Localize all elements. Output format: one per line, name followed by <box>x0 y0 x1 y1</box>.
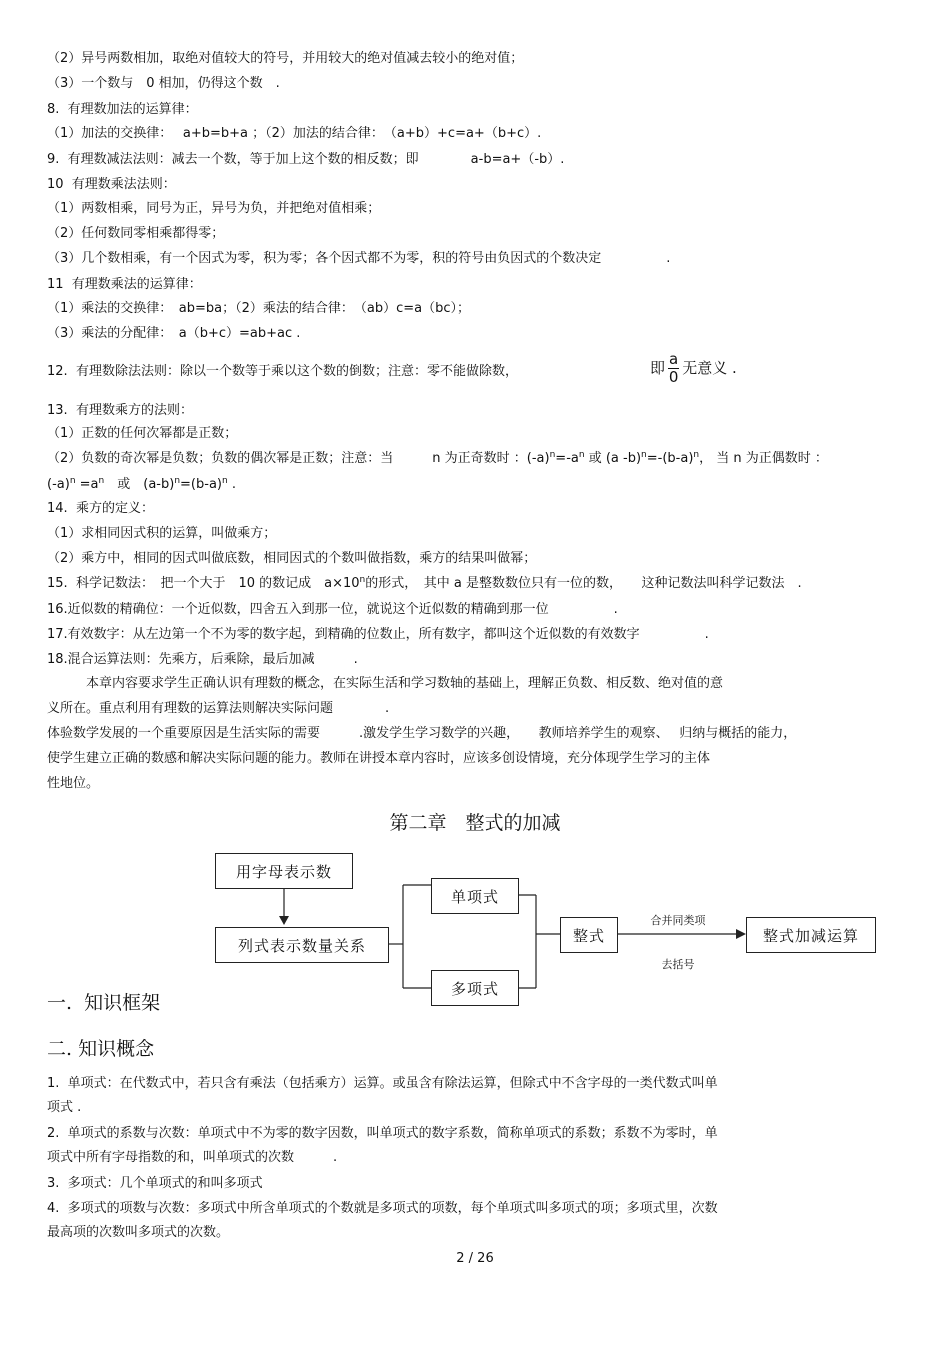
text-line: 3. 多项式：几个单项式的和叫多项式 <box>47 1176 263 1191</box>
text-line: （1）两数相乘，同号为正，异号为负，并把绝对值相乘； <box>47 201 381 216</box>
heading-knowledge-concepts: 二. 知识概念 <box>47 1038 155 1060</box>
text-line: （2）乘方中，相同的因式叫做底数，相同因式的个数叫做指数，乘方的结果叫做幂； <box>47 551 537 566</box>
fraction-suffix: 无意义 . <box>682 359 737 377</box>
heading-knowledge-framework: 一. 知识框架 <box>47 992 161 1014</box>
text-line: 最高项的次数叫多项式的次数。 <box>47 1225 230 1240</box>
box-add-subtract-operations: 整式加减运算 <box>746 917 876 953</box>
text-line-scientific-notation: 15. 科学记数法： 把一个大于 10 的数记成 $a\times 10^n$的形式， 其中 a 是整数数位只有一位的数， 这种记数法叫科学记数法 . <box>47 575 802 591</box>
box-polynomial: 多项式 <box>431 970 519 1006</box>
text-line: （2）任何数同零相乘都得零； <box>47 226 225 241</box>
box-letters-represent-numbers: 用字母表示数 <box>215 853 353 889</box>
box-monomial: 单项式 <box>431 878 519 914</box>
text-line: 9. 有理数减法法则：减去一个数，等于加上这个数的相反数；即 a-b=a+（-b）. <box>47 152 565 167</box>
fraction-numerator: a <box>669 350 679 368</box>
page-number: 2 / 26 <box>456 1251 494 1266</box>
text-line: 11 有理数乘法的运算律： <box>47 277 202 292</box>
text-line: 义所在。重点利用有理数的运算法则解决实际问题 . <box>47 701 390 716</box>
text-line: 12. 有理数除法法则：除以一个数等于乘以这个数的倒数；注意：零不能做除数， <box>47 364 518 379</box>
text-line: 项式中所有字母指数的和，叫单项式的次数 . <box>47 1150 338 1165</box>
text-line: （1）求相同因式积的运算，叫做乘方； <box>47 526 277 541</box>
text-line: （1）乘法的交换律： ab=ba；（2）乘法的结合律： （ab）c=a（bc）； <box>47 301 470 316</box>
text-line: （3）乘法的分配律： a（b+c）=ab+ac . <box>47 326 301 341</box>
text-line: 17.有效数字：从左边第一个不为零的数字起，到精确的位数止，所有数字，都叫这个近似数的有效数字 . <box>47 627 709 642</box>
text-line: （1）正数的任何次幂都是正数； <box>47 426 238 441</box>
text-line: 4. 多项式的项数与次数：多项式中所含单项式的个数就是多项式的项数，每个单项式叫多项式的项；多项式里，次数 <box>47 1201 718 1216</box>
fraction-prefix: 即 <box>650 359 666 377</box>
text-line: （1）加法的交换律： a+b=b+a ；（2）加法的结合律： （a+b）+c=a+（b+c）. <box>47 126 542 141</box>
text-line-negative-power-2: $(-a)^n =a^n$ 或 $(a-b)^n=(b-a)^n$ . <box>47 476 236 492</box>
fraction-denominator: 0 <box>668 368 679 386</box>
text-line: 项式 . <box>47 1100 82 1115</box>
text-line-negative-power: （2）负数的奇次幂是负数；负数的偶次幂是正数；注意：当 n 为正奇数时 ：$(-a)^n=-a^n$ 或 (a $-b)^n=-(b-a)^n$， 当 n 为正偶数时 ： <box>47 450 828 466</box>
text-line: 18.混合运算法则：先乘方，后乘除，最后加减 . <box>47 652 358 667</box>
text-line: 10 有理数乘法法则： <box>47 177 176 192</box>
text-line: 性地位。 <box>47 776 100 791</box>
label-combine-like-terms: 合并同类项 <box>650 914 706 927</box>
text-line: 8. 有理数加法的运算律： <box>47 102 198 117</box>
text-line: 13. 有理数乘方的法则： <box>47 403 193 418</box>
text-line: 使学生建立正确的数感和解决实际问题的能力。教师在讲授本章内容时，应该多创设情境，充分体现学生学习的主体 <box>47 751 711 766</box>
text-line: 1. 单项式：在代数式中，若只含有乘法（包括乘方）运算。或虽含有除法运算，但除式中不含字母的一类代数式叫单 <box>47 1076 718 1091</box>
label-remove-brackets: 去括号 <box>661 958 695 971</box>
text-line: 体验数学发展的一个重要原因是生活实际的需要 .激发学生学习数学的兴趣， 教师培养学生的观察、 归纳与概括的能力， <box>47 726 797 741</box>
text-line: 本章内容要求学生正确认识有理数的概念，在实际生活和学习数轴的基础上，理解正负数、相反数、绝对值的意 <box>47 676 724 691</box>
text-line: （3）几个数相乘，有一个因式为零，积为零；各个因式都不为零，积的符号由负因式的个数决定 . <box>47 251 671 266</box>
text-line: 16.近似数的精确位：一个近似数，四舍五入到那一位，就说这个近似数的精确到那一位 . <box>47 602 618 617</box>
box-integral-expression: 整式 <box>560 917 618 953</box>
text-line: 14. 乘方的定义： <box>47 501 154 516</box>
chapter-title: 第二章 整式的加减 <box>389 812 561 834</box>
text-line: （3）一个数与 0 相加，仍得这个数 . <box>47 76 280 91</box>
text-line: 2. 单项式的系数与次数：单项式中不为零的数字因数，叫单项式的数字系数，简称单项式的系数；系数不为零时，单 <box>47 1126 718 1141</box>
text-line: （2）异号两数相加，取绝对值较大的符号，并用较大的绝对值减去较小的绝对值； <box>47 51 524 66</box>
box-expression-quantity-relation: 列式表示数量关系 <box>215 927 389 963</box>
